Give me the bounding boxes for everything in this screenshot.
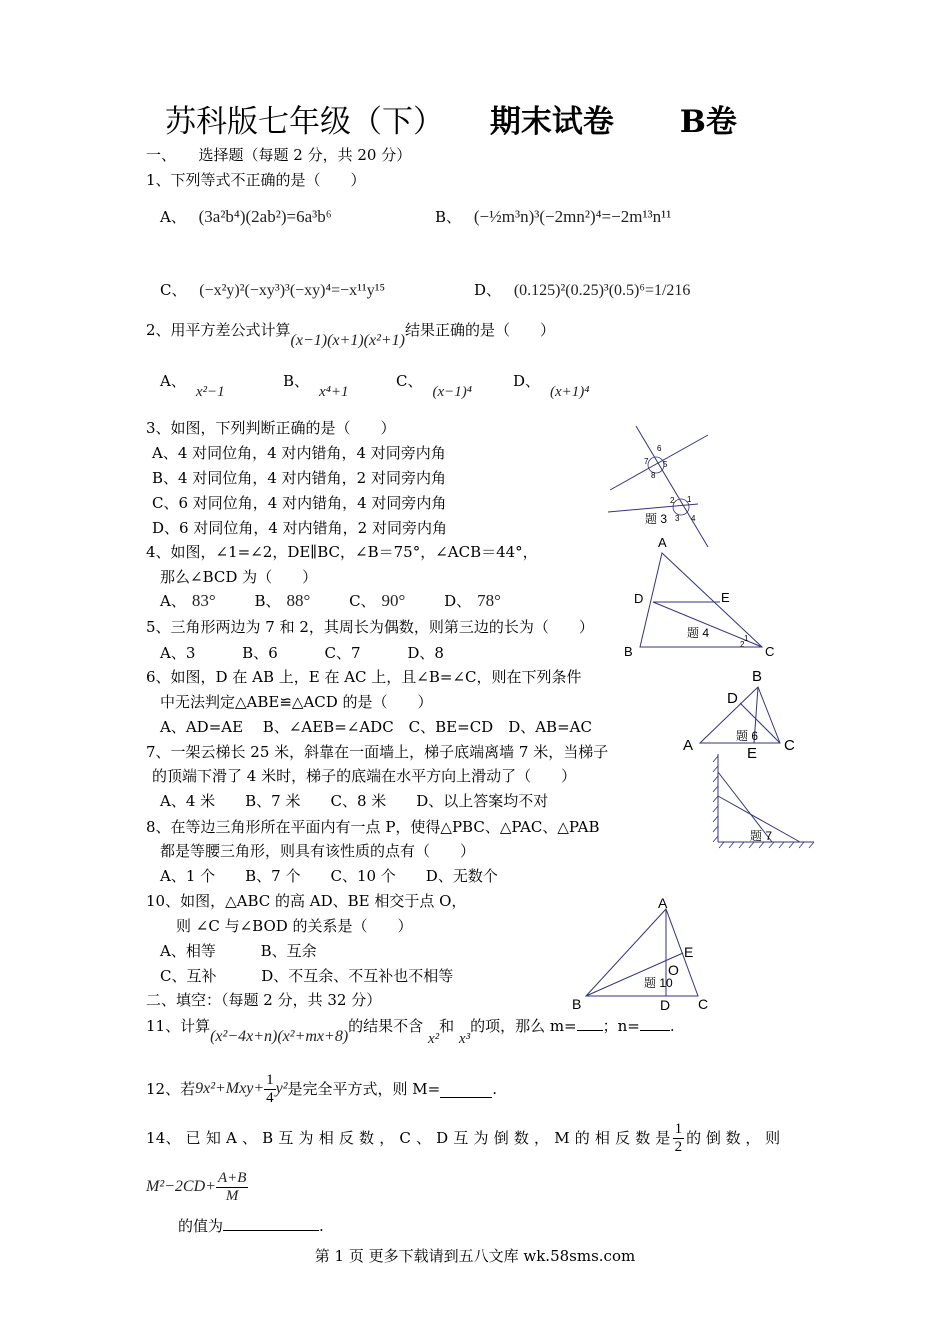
- q2-c-label: C、: [396, 372, 423, 390]
- q2-b-math: x⁴+1: [319, 384, 349, 400]
- q10-row-cd: [160, 966, 453, 986]
- figure-4: [620, 535, 790, 660]
- q14-fraction: [673, 1121, 685, 1156]
- q10-stem-line1: 10、如图，△ABC 的高 AD、BE 相交于点 O，: [146, 892, 467, 910]
- q2-stem-post: 结果正确的是（ ）: [405, 321, 556, 339]
- fig3-angle-8: 8: [651, 471, 656, 480]
- page-footer: 第 1 页 更多下载请到五八文库 wk.58sms.com: [314, 1247, 636, 1265]
- q6-stem-line1: 6、如图，D 在 AB 上，E 在 AC 上，且∠B=∠C，则在下列条件: [146, 668, 582, 686]
- q11-and: 和: [439, 1017, 455, 1035]
- q1-option-d: [474, 280, 690, 301]
- section-1-heading: 一、 选择题（每题 2 分，共 20 分）: [146, 146, 412, 164]
- q11-post: 的项，那么 m=: [470, 1017, 577, 1035]
- q5-stem: 5、三角形两边为 7 和 2，其周长为偶数，则第三边的长为（ ）: [146, 618, 594, 636]
- fig6-point-c: C: [784, 737, 795, 754]
- q8-stem-line2: 都是等腰三角形，则具有该性质的点有（ ）: [160, 842, 476, 860]
- figure-10: [568, 893, 718, 1018]
- fig3-line-3: [636, 426, 708, 547]
- q10-option-b: B、互余: [260, 942, 317, 960]
- q11-term-1: x²: [427, 1031, 440, 1047]
- fig10-point-e: E: [684, 944, 694, 960]
- fig3-angle-5: 5: [663, 460, 668, 469]
- fig3-angle-3: 3: [675, 514, 680, 523]
- q5-option-c: C、7: [324, 644, 361, 662]
- q12-end: .: [492, 1080, 498, 1098]
- q12-frac-den: 4: [266, 1089, 274, 1106]
- q4-b-label: B、: [254, 592, 281, 610]
- fig6-point-a: A: [683, 737, 694, 754]
- fig10-point-o: O: [668, 962, 679, 978]
- q3-option-c: C、6 对同位角，4 对内错角，4 对同旁内角: [152, 494, 447, 512]
- q6-options: A、AD=AE B、∠AEB=∠ADC C、BE=CD D、AB=AC: [160, 718, 592, 736]
- q14-line3-text: 的值为: [178, 1217, 224, 1235]
- fig3-label: 题 3: [645, 512, 668, 526]
- q1-a-math: (3a²b⁴)(2ab²)=6a³b⁶: [198, 207, 332, 226]
- fig4-point-e: E: [721, 590, 730, 605]
- q14-text-post: 的 倒 数 ， 则: [686, 1129, 781, 1147]
- q1-option-c: [160, 280, 385, 301]
- figure-3: [600, 420, 730, 550]
- q2-stem-pre: 2、用平方差公式计算: [146, 321, 291, 339]
- q11: [146, 1016, 675, 1047]
- fig10-point-b: B: [572, 996, 582, 1012]
- q14-expr-den: M: [225, 1187, 239, 1204]
- q6-stem-line2: 中无法判定△ABE≌△ACD 的是（ ）: [160, 693, 433, 711]
- fig7-label: 题 7: [750, 829, 773, 843]
- fig6-point-b: B: [752, 668, 763, 685]
- q4-options: [160, 591, 501, 611]
- q2-stem-math: (x−1)(x+1)(x²+1): [290, 332, 406, 349]
- fig7-wall-hatch: [713, 756, 718, 842]
- q1-d-math: (0.125)²(0.25)³(0.5)⁶=1/216: [513, 282, 691, 299]
- q4-c-value: 90°: [381, 591, 406, 610]
- q3-option-a: A、4 对同位角，4 对内错角，4 对同旁内角: [152, 444, 446, 462]
- q4-stem-line2: 那么∠BCD 为（ ）: [160, 568, 318, 586]
- fig3-angle-6: 6: [657, 444, 662, 453]
- q3-stem: 3、如图，下列判断正确的是（ ）: [146, 419, 396, 437]
- q1-option-a: [160, 207, 332, 227]
- fig4-angle-1: 1: [744, 634, 749, 643]
- q5-option-d: D、8: [407, 644, 444, 662]
- fig10-point-d: D: [660, 997, 671, 1013]
- q4-b-value: 88°: [286, 591, 311, 610]
- q1-c-label: C、: [160, 281, 187, 299]
- fig6-label: 题 6: [736, 729, 759, 743]
- q1-b-label: B、: [435, 208, 462, 226]
- q5-option-a: A、3: [160, 644, 196, 662]
- fig4-point-a: A: [658, 535, 667, 550]
- q2-c-math: (x−1)⁴: [432, 384, 472, 400]
- q1-stem: 1、下列等式不正确的是（ ）: [146, 171, 366, 189]
- q14-blank[interactable]: [223, 1214, 319, 1231]
- q4-d-value: 78°: [477, 591, 501, 610]
- q10-option-d: D、不互余、不互补也不相等: [261, 967, 454, 985]
- fig3-angle-7: 7: [644, 457, 649, 466]
- q2-d-label: D、: [513, 372, 541, 390]
- q2-option-a: [160, 371, 225, 400]
- q12-post: 是完全平方式，则 M=: [287, 1080, 441, 1098]
- title-part2: 期末试卷: [489, 104, 614, 140]
- q7-stem-line2: 的顶端下滑了 4 米时，梯子的底端在水平方向上滑动了（ ）: [152, 767, 577, 785]
- q14-expr-a: M²−2CD+: [146, 1178, 216, 1195]
- q1-option-b: [435, 207, 671, 227]
- q2-d-math: (x+1)⁴: [550, 384, 590, 400]
- fig6-point-d: D: [727, 690, 738, 707]
- title-part3: B卷: [679, 104, 737, 140]
- q2-stem: [146, 320, 556, 349]
- fig3-angle-2: 2: [670, 496, 675, 505]
- fig10-point-c: C: [698, 996, 709, 1012]
- q1-a-label: A、: [160, 208, 186, 226]
- q2-option-b: [283, 371, 349, 400]
- q2-a-label: A、: [160, 372, 186, 390]
- q14-expr-num: A+B: [217, 1169, 247, 1186]
- q11-pre: 11、计算: [146, 1017, 211, 1035]
- q10-stem-line2: 则 ∠C 与∠BOD 的关系是（ ）: [176, 917, 413, 935]
- fig3-angle-1: 1: [687, 495, 692, 504]
- section-2-heading: 二、填空：（每题 2 分，共 32 分）: [146, 991, 382, 1009]
- q7-stem-line1: 7、一架云梯长 25 米，斜靠在一面墙上，梯子底端离墙 7 米，当梯子: [146, 743, 609, 761]
- q4-a-label: A、: [160, 592, 186, 610]
- q5-options: [160, 643, 444, 663]
- fig3-angle-4: 4: [691, 514, 696, 523]
- q2-a-math: x²−1: [195, 384, 225, 400]
- q10-option-a: A、相等: [160, 942, 216, 960]
- page-title: [165, 96, 737, 141]
- q12-math-a: 9x²+Mxy+: [195, 1080, 265, 1097]
- figure-6: [680, 665, 805, 760]
- q12-math-b: y²: [275, 1080, 288, 1097]
- q8-stem-line1: 8、在等边三角形所在平面内有一点 P，使得△PBC、△PAC、△PAB: [146, 818, 600, 836]
- q14-frac-num: 1: [674, 1120, 683, 1137]
- q5-option-b: B、6: [242, 644, 278, 662]
- fig4-point-c: C: [765, 644, 775, 659]
- fig4-label: 题 4: [687, 626, 710, 640]
- fig4-point-d: D: [634, 591, 644, 606]
- q14-expr-fraction: [216, 1170, 248, 1205]
- q7-options: A、4 米 B、7 米 C、8 米 D、以上答案均不对: [160, 792, 549, 810]
- q11-blank-n[interactable]: [640, 1030, 670, 1031]
- q11-math: (x²−4x+n)(x²+mx+8): [210, 1028, 349, 1045]
- q4-a-value: 83°: [191, 591, 216, 610]
- q11-sep: ；n=: [602, 1017, 640, 1035]
- q2-option-c: [396, 371, 472, 400]
- q12: [146, 1066, 497, 1112]
- q11-blank-m[interactable]: [577, 1030, 603, 1031]
- q11-mid: 的结果不含: [348, 1017, 424, 1035]
- q14-expression: [146, 1164, 248, 1210]
- q1-b-math: (−½m³n)³(−2mn²)⁴=−2m¹³n¹¹: [473, 207, 672, 226]
- q14-line1: [146, 1115, 780, 1161]
- q4-c-label: C、: [349, 592, 376, 610]
- title-part1: 苏科版七年级（下）: [165, 104, 444, 140]
- q4-stem-line1: 4、如图，∠1=∠2，DE∥BC，∠B＝75°，∠ACB＝44°，: [146, 543, 538, 561]
- q12-fraction: [264, 1072, 276, 1107]
- q14-text: 14、 已 知 A 、 B 互 为 相 反 数 ， C 、 D 互 为 倒 数 ， M 的 相 反 数 是: [146, 1129, 671, 1147]
- fig10-triangle: [586, 909, 698, 996]
- q4-d-label: D、: [444, 592, 472, 610]
- q12-pre: 12、若: [146, 1080, 196, 1098]
- q10-row-ab: [160, 941, 317, 961]
- fig4-angle-2: 2: [740, 640, 745, 649]
- q14-frac-den: 2: [674, 1138, 683, 1155]
- q2-option-d: [513, 371, 590, 400]
- fig4-point-b: B: [624, 644, 633, 659]
- q14-end: .: [319, 1217, 324, 1235]
- fig6-point-e: E: [747, 745, 758, 762]
- fig10-point-a: A: [658, 895, 668, 911]
- fig10-label: 题 10: [644, 976, 673, 990]
- q3-option-d: D、6 对同位角，4 对内错角，2 对同旁内角: [152, 519, 447, 537]
- q12-frac-num: 1: [266, 1071, 274, 1088]
- q12-blank[interactable]: [440, 1081, 492, 1098]
- q3-option-b: B、4 对同位角，4 对内错角，2 对同旁内角: [152, 469, 446, 487]
- q10-option-c: C、互补: [160, 967, 217, 985]
- q1-c-math: (−x²y)²(−xy³)³(−xy)⁴=−x¹¹y¹⁵: [199, 282, 386, 299]
- q14-line3: [178, 1214, 324, 1236]
- q11-term-2: x³: [458, 1031, 471, 1047]
- q1-d-label: D、: [474, 281, 502, 299]
- q2-b-label: B、: [283, 372, 310, 390]
- q11-end: .: [669, 1017, 675, 1035]
- q8-options: A、1 个 B、7 个 C、10 个 D、无数个: [160, 867, 498, 885]
- figure-7: [710, 752, 820, 852]
